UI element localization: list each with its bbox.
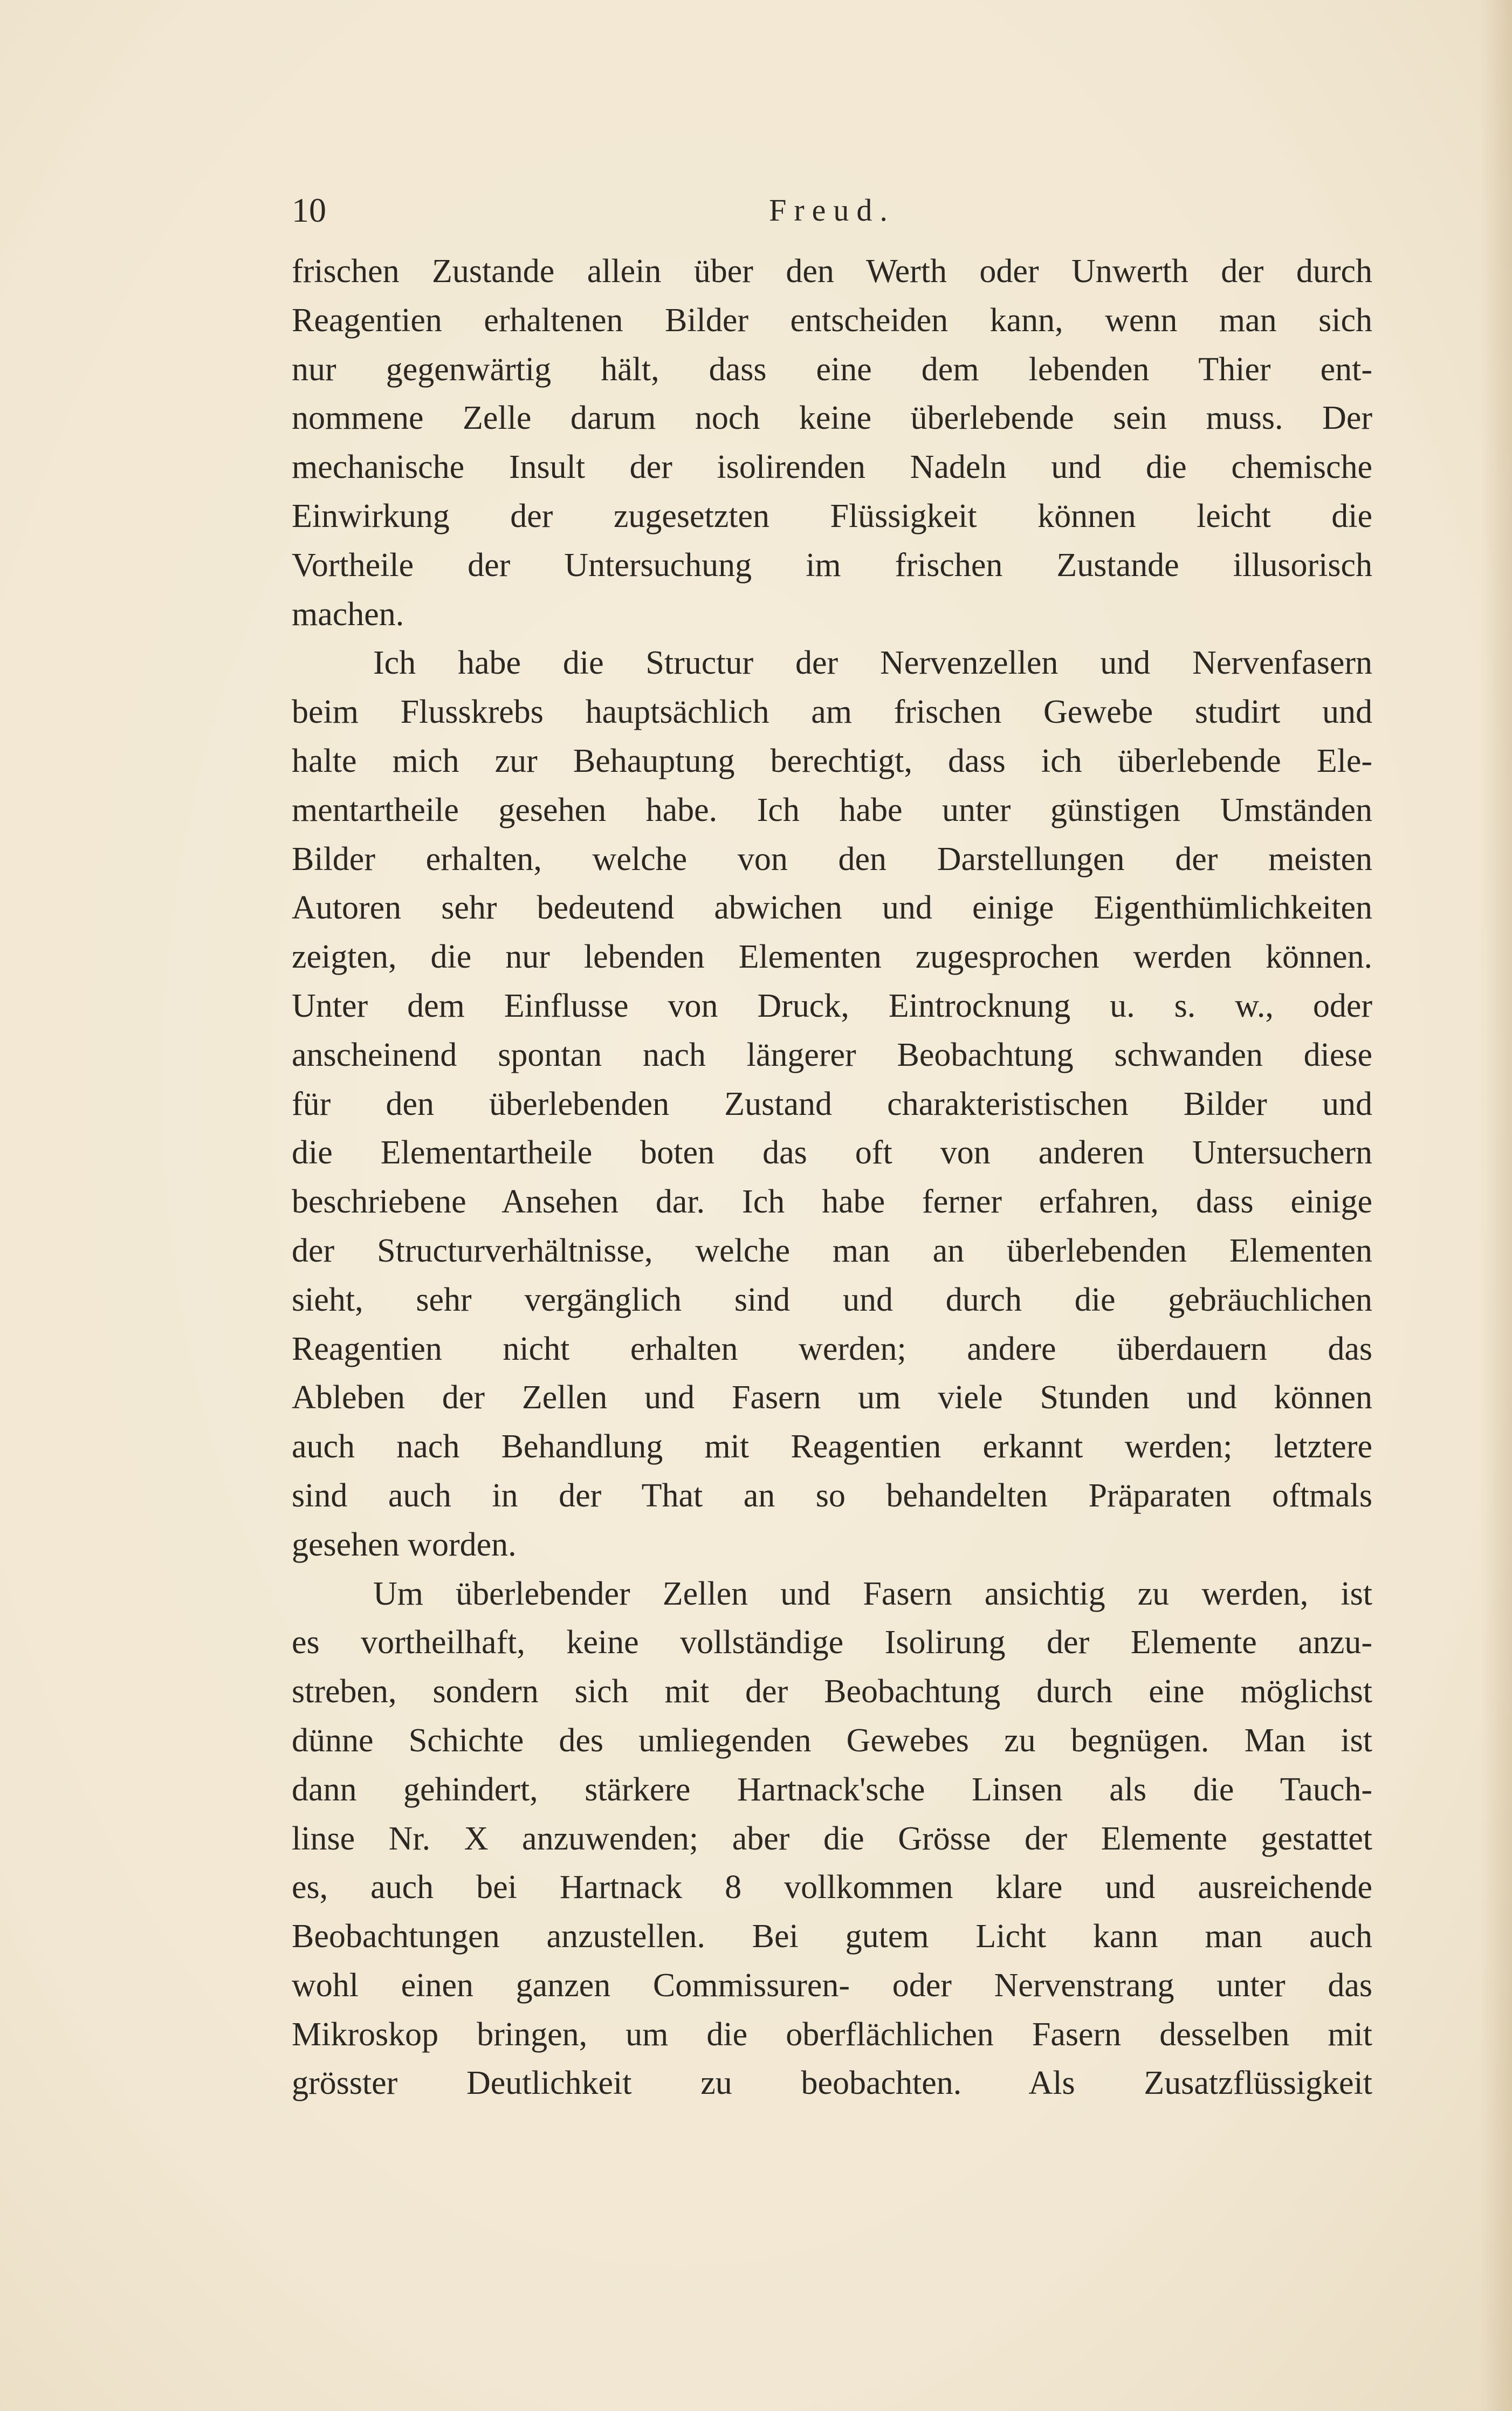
text-line: beschriebene Ansehen dar. Ich habe ferner erfahren, dass einige xyxy=(292,1183,1372,1221)
text-line: Mikroskop bringen, um die oberflächlichen Fasern desselben mit xyxy=(292,2016,1372,2053)
page-number: 10 xyxy=(292,191,326,229)
text-line: Reagentien nicht erhalten werden; andere überdauern das xyxy=(292,1330,1372,1367)
text-line: Bilder erhalten, welche von den Darstellungen der meisten xyxy=(292,840,1372,878)
body-text xyxy=(292,247,1372,2108)
page-header xyxy=(292,186,1372,235)
text-line: dann gehindert, stärkere Hartnack'sche Linsen als die Tauch- xyxy=(292,1771,1372,1808)
text-line: wohl einen ganzen Commissuren- oder Nervenstrang unter das xyxy=(292,1967,1372,2004)
text-line: Ich habe die Structur der Nervenzellen und Nervenfasern xyxy=(373,645,1372,682)
text-line: Reagentien erhaltenen Bilder entscheiden kann, wenn man sich xyxy=(292,302,1372,339)
text-line: grösster Deutlichkeit zu beobachten. Als Zusatzflüssigkeit xyxy=(292,2065,1372,2102)
text-line: es, auch bei Hartnack 8 vollkommen klare und ausreichende xyxy=(292,1869,1372,1906)
text-line: Unter dem Einflusse von Druck, Eintrocknung u. s. w., oder xyxy=(292,987,1372,1024)
text-line: Vortheile der Untersuchung im frischen Zustande illusorisch xyxy=(292,546,1372,584)
text-line: anscheinend spontan nach längerer Beobachtung schwanden diese xyxy=(292,1036,1372,1073)
text-line: sind auch in der That an so behandelten Präparaten oftmals xyxy=(292,1477,1372,1514)
text-line: frischen Zustande allein über den Werth oder Unwerth der durch xyxy=(292,253,1372,290)
text-line: beim Flusskrebs hauptsächlich am frischen Gewebe studirt und xyxy=(292,694,1372,731)
text-line: machen. xyxy=(292,595,404,633)
text-line: linse Nr. X anzuwenden; aber die Grösse der Elemente gestattet xyxy=(292,1820,1372,1857)
text-line: Einwirkung der zugesetzten Flüssigkeit können leicht die xyxy=(292,497,1372,535)
text-line: dünne Schichte des umliegenden Gewebes zu begnügen. Man ist xyxy=(292,1722,1372,1759)
text-line: zeigten, die nur lebenden Elementen zugesprochen werden können. xyxy=(292,939,1372,976)
text-line: Autoren sehr bedeutend abwichen und einige Eigenthümlichkeiten xyxy=(292,889,1372,927)
text-line: mechanische Insult der isolirenden Nadeln und die chemische xyxy=(292,449,1372,486)
text-line: nur gegenwärtig hält, dass eine dem lebenden Thier ent- xyxy=(292,351,1372,388)
text-line: für den überlebenden Zustand charakteristischen Bilder und xyxy=(292,1085,1372,1122)
text-line: gesehen worden. xyxy=(292,1526,517,1563)
text-line: auch nach Behandlung mit Reagentien erkannt werden; letztere xyxy=(292,1428,1372,1465)
text-line: Ableben der Zellen und Fasern um viele Stunden und können xyxy=(292,1379,1372,1416)
text-line: Beobachtungen anzustellen. Bei gutem Licht kann man auch xyxy=(292,1918,1372,1955)
text-line: mentartheile gesehen habe. Ich habe unter günstigen Umständen xyxy=(292,791,1372,828)
text-line: streben, sondern sich mit der Beobachtung durch eine möglichst xyxy=(292,1673,1372,1710)
text-line: es vortheilhaft, keine vollständige Isolirung der Elemente anzu- xyxy=(292,1624,1372,1661)
text-line: der Structurverhältnisse, welche man an überlebenden Elementen xyxy=(292,1232,1372,1269)
text-line: sieht, sehr vergänglich sind und durch die gebräuchlichen xyxy=(292,1281,1372,1318)
text-line: halte mich zur Behauptung berechtigt, dass ich überlebende Ele- xyxy=(292,742,1372,779)
page-edge-shadow xyxy=(1480,0,1512,2411)
text-line: Um überlebender Zellen und Fasern ansichtig zu werden, ist xyxy=(373,1575,1372,1612)
text-line: die Elementartheile boten das oft von anderen Untersuchern xyxy=(292,1134,1372,1172)
running-head: Freud. xyxy=(769,193,895,228)
text-line: nommene Zelle darum noch keine überlebende sein muss. Der xyxy=(292,400,1372,437)
